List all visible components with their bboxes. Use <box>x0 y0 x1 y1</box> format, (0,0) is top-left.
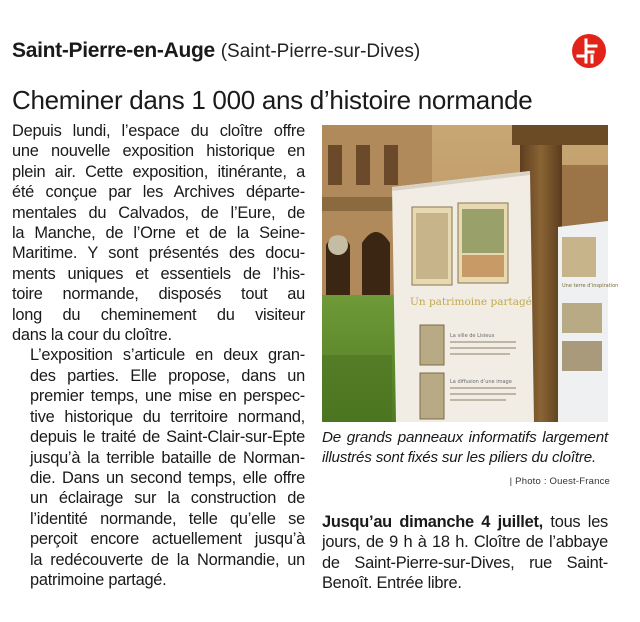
article-header <box>12 38 420 65</box>
body-line: jusqu’à la terrible bataille de Norman- <box>30 448 305 467</box>
body-line: patrimoine partagé. <box>30 570 167 589</box>
body-line: la Manche, de l’Orne et de la Seine- <box>12 224 305 243</box>
panel-subtitle-2: La diffusion d’une image <box>450 379 512 385</box>
ouest-france-logo-icon <box>572 34 606 68</box>
body-paragraph-2 <box>12 345 305 590</box>
body-line: plein air. Cette exposition, itinérante, a <box>12 162 305 181</box>
body-line: L’exposition s’articule en deux gran- <box>30 346 305 365</box>
photo-credit: | Photo : Ouest-France <box>509 476 610 487</box>
body-line: une nouvelle exposition historique en <box>12 142 305 161</box>
info-details: tous les jours, de 9 h à 18 h. Cloître de l’abbaye de Saint-Pierre-sur-Dives, rue Saint-Benoît. Entrée libre. <box>322 513 609 593</box>
article-headline: Cheminer dans 1 000 ans d’histoire normande <box>12 85 533 115</box>
right-panel-title: Une terre d’inspiration <box>562 283 619 289</box>
body-line: depuis le traité de Saint-Clair-sur-Epte <box>30 428 305 447</box>
body-line: mentales du Calvados, de l’Eure, de <box>12 203 305 222</box>
body-line: la redécouverte de la Normandie, un <box>30 550 305 569</box>
body-line: l’identité normande, telle qu’elle se <box>30 509 305 528</box>
body-line: premier temps, une mise en perspec- <box>30 387 305 406</box>
panel-subtitle-1: La ville de Lisieux <box>450 333 495 339</box>
article-photo <box>322 125 619 422</box>
panel-title-text: Un patrimoine partagé <box>410 296 532 308</box>
body-line: Maritime. Y sont présentés des docu- <box>12 244 305 263</box>
body-line: un éclairage sur la construction de <box>30 489 305 508</box>
article-body <box>12 121 305 590</box>
body-line: été conçue par les Archives départe- <box>12 183 305 202</box>
body-line: long du cheminement du visiteur <box>12 305 305 324</box>
body-paragraph-1 <box>12 121 305 345</box>
town-name: Saint-Pierre-en-Auge <box>12 39 215 62</box>
body-line: Depuis lundi, l’espace du cloître offre <box>12 122 305 140</box>
body-line: tive historique du territoire normand, <box>30 407 305 426</box>
cloister-exhibition-photo <box>322 125 619 422</box>
body-line: toire normande, disposés tout au <box>12 285 305 304</box>
region-name: (Saint-Pierre-sur-Dives) <box>220 41 421 62</box>
body-line: perçoit encore actuellement jusqu’à <box>30 530 305 549</box>
info-date: Jusqu’au dimanche 4 juillet, <box>322 513 543 531</box>
photo-caption: De grands panneaux informatifs largement illustrés sont fixés sur les piliers du cloître. <box>322 429 608 466</box>
body-line: die. Dans un second temps, elle offre <box>30 468 305 487</box>
practical-info <box>322 512 608 594</box>
body-line: des parties. Elle propose, dans un <box>30 366 305 385</box>
body-line: ments uniques et essentiels de l’his- <box>12 264 305 283</box>
body-line: dans la cour du cloître. <box>12 326 172 345</box>
